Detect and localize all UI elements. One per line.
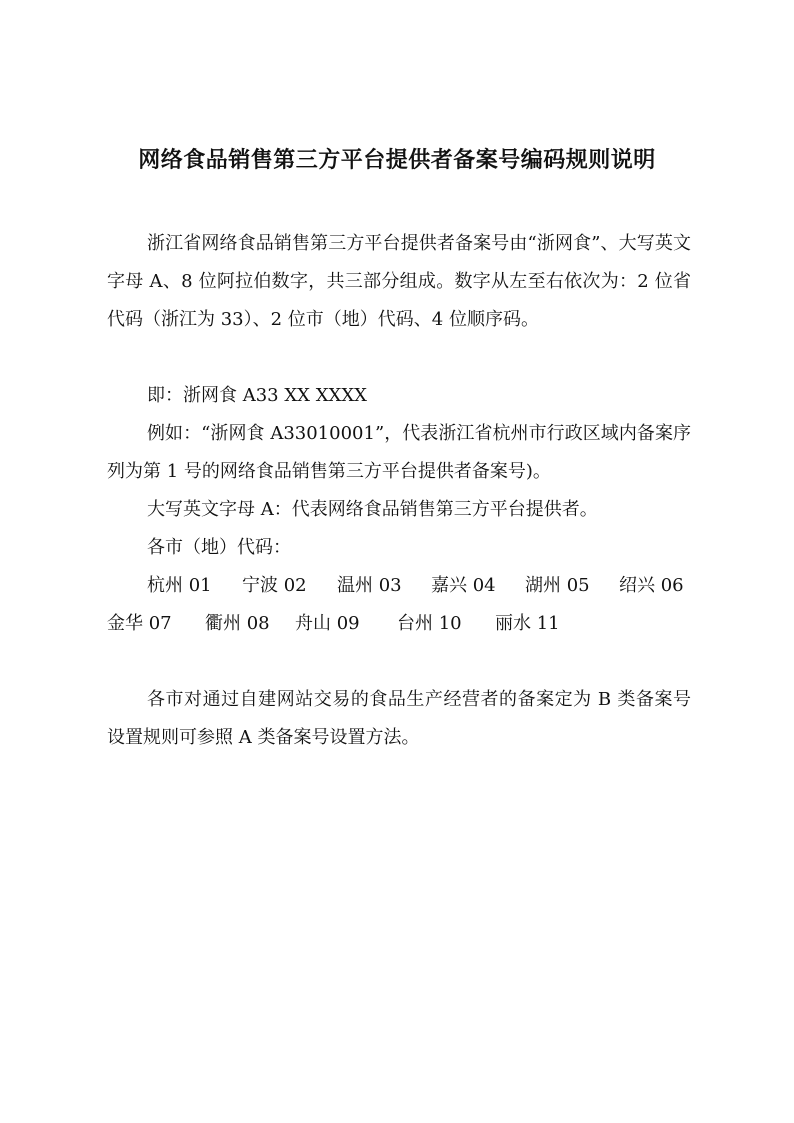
city-name: 嘉兴 xyxy=(431,575,467,596)
city-code-item xyxy=(495,605,560,643)
city-code-item xyxy=(107,605,172,643)
city-code: 10 xyxy=(438,613,462,634)
city-code-item xyxy=(242,567,307,605)
city-name: 杭州 xyxy=(147,575,183,596)
city-code-item xyxy=(295,605,360,643)
city-code: 01 xyxy=(188,575,212,596)
city-name: 舟山 xyxy=(295,613,331,634)
city-code: 09 xyxy=(336,613,360,634)
intro-paragraph: 浙江省网络食品销售第三方平台提供者备案号由“浙网食”、大写英文字母 A、8 位阿拉伯数字，共三部分组成。数字从左至右依次为：2 位省代码（浙江为 33）、2 位市（地）代码、4 位顺序码。 xyxy=(107,233,691,330)
example-paragraph: 例如：“浙网食 A33010001”，代表浙江省杭州市行政区域内备案序列为第 1 号的网络食品销售第三方平台提供者备案号)。 xyxy=(107,423,691,482)
city-name: 绍兴 xyxy=(619,575,655,596)
city-code: 08 xyxy=(246,613,270,634)
city-name: 宁波 xyxy=(242,575,278,596)
city-code-item xyxy=(525,567,590,605)
city-code: 05 xyxy=(566,575,590,596)
city-name: 台州 xyxy=(397,613,433,634)
city-code: 04 xyxy=(472,575,496,596)
city-code-item xyxy=(147,567,212,605)
city-code: 06 xyxy=(660,575,684,596)
city-name: 湖州 xyxy=(525,575,561,596)
city-code: 02 xyxy=(283,575,307,596)
city-name: 丽水 xyxy=(495,613,531,634)
city-code-item xyxy=(431,567,496,605)
city-code-item xyxy=(619,567,684,605)
city-name: 金华 xyxy=(107,613,143,634)
document-title: 网络食品销售第三方平台提供者备案号编码规则说明 xyxy=(138,147,656,173)
class-b-note-paragraph: 各市对通过自建网站交易的食品生产经营者的备案定为 B 类备案号设置规则可参照 A 类备案号设置方法。 xyxy=(107,689,691,748)
city-code-item xyxy=(337,567,402,605)
city-code: 03 xyxy=(378,575,402,596)
city-name: 衢州 xyxy=(205,613,241,634)
city-name: 温州 xyxy=(337,575,373,596)
city-code: 07 xyxy=(148,613,172,634)
city-code-item xyxy=(205,605,270,643)
letter-meaning-paragraph: 大写英文字母 A：代表网络食品销售第三方平台提供者。 xyxy=(147,499,598,520)
city-codes-heading: 各市（地）代码： xyxy=(147,537,291,558)
city-code-item xyxy=(397,605,462,643)
format-paragraph: 即：浙网食 A33 XX XXXX xyxy=(147,385,367,406)
city-code: 11 xyxy=(536,613,560,634)
